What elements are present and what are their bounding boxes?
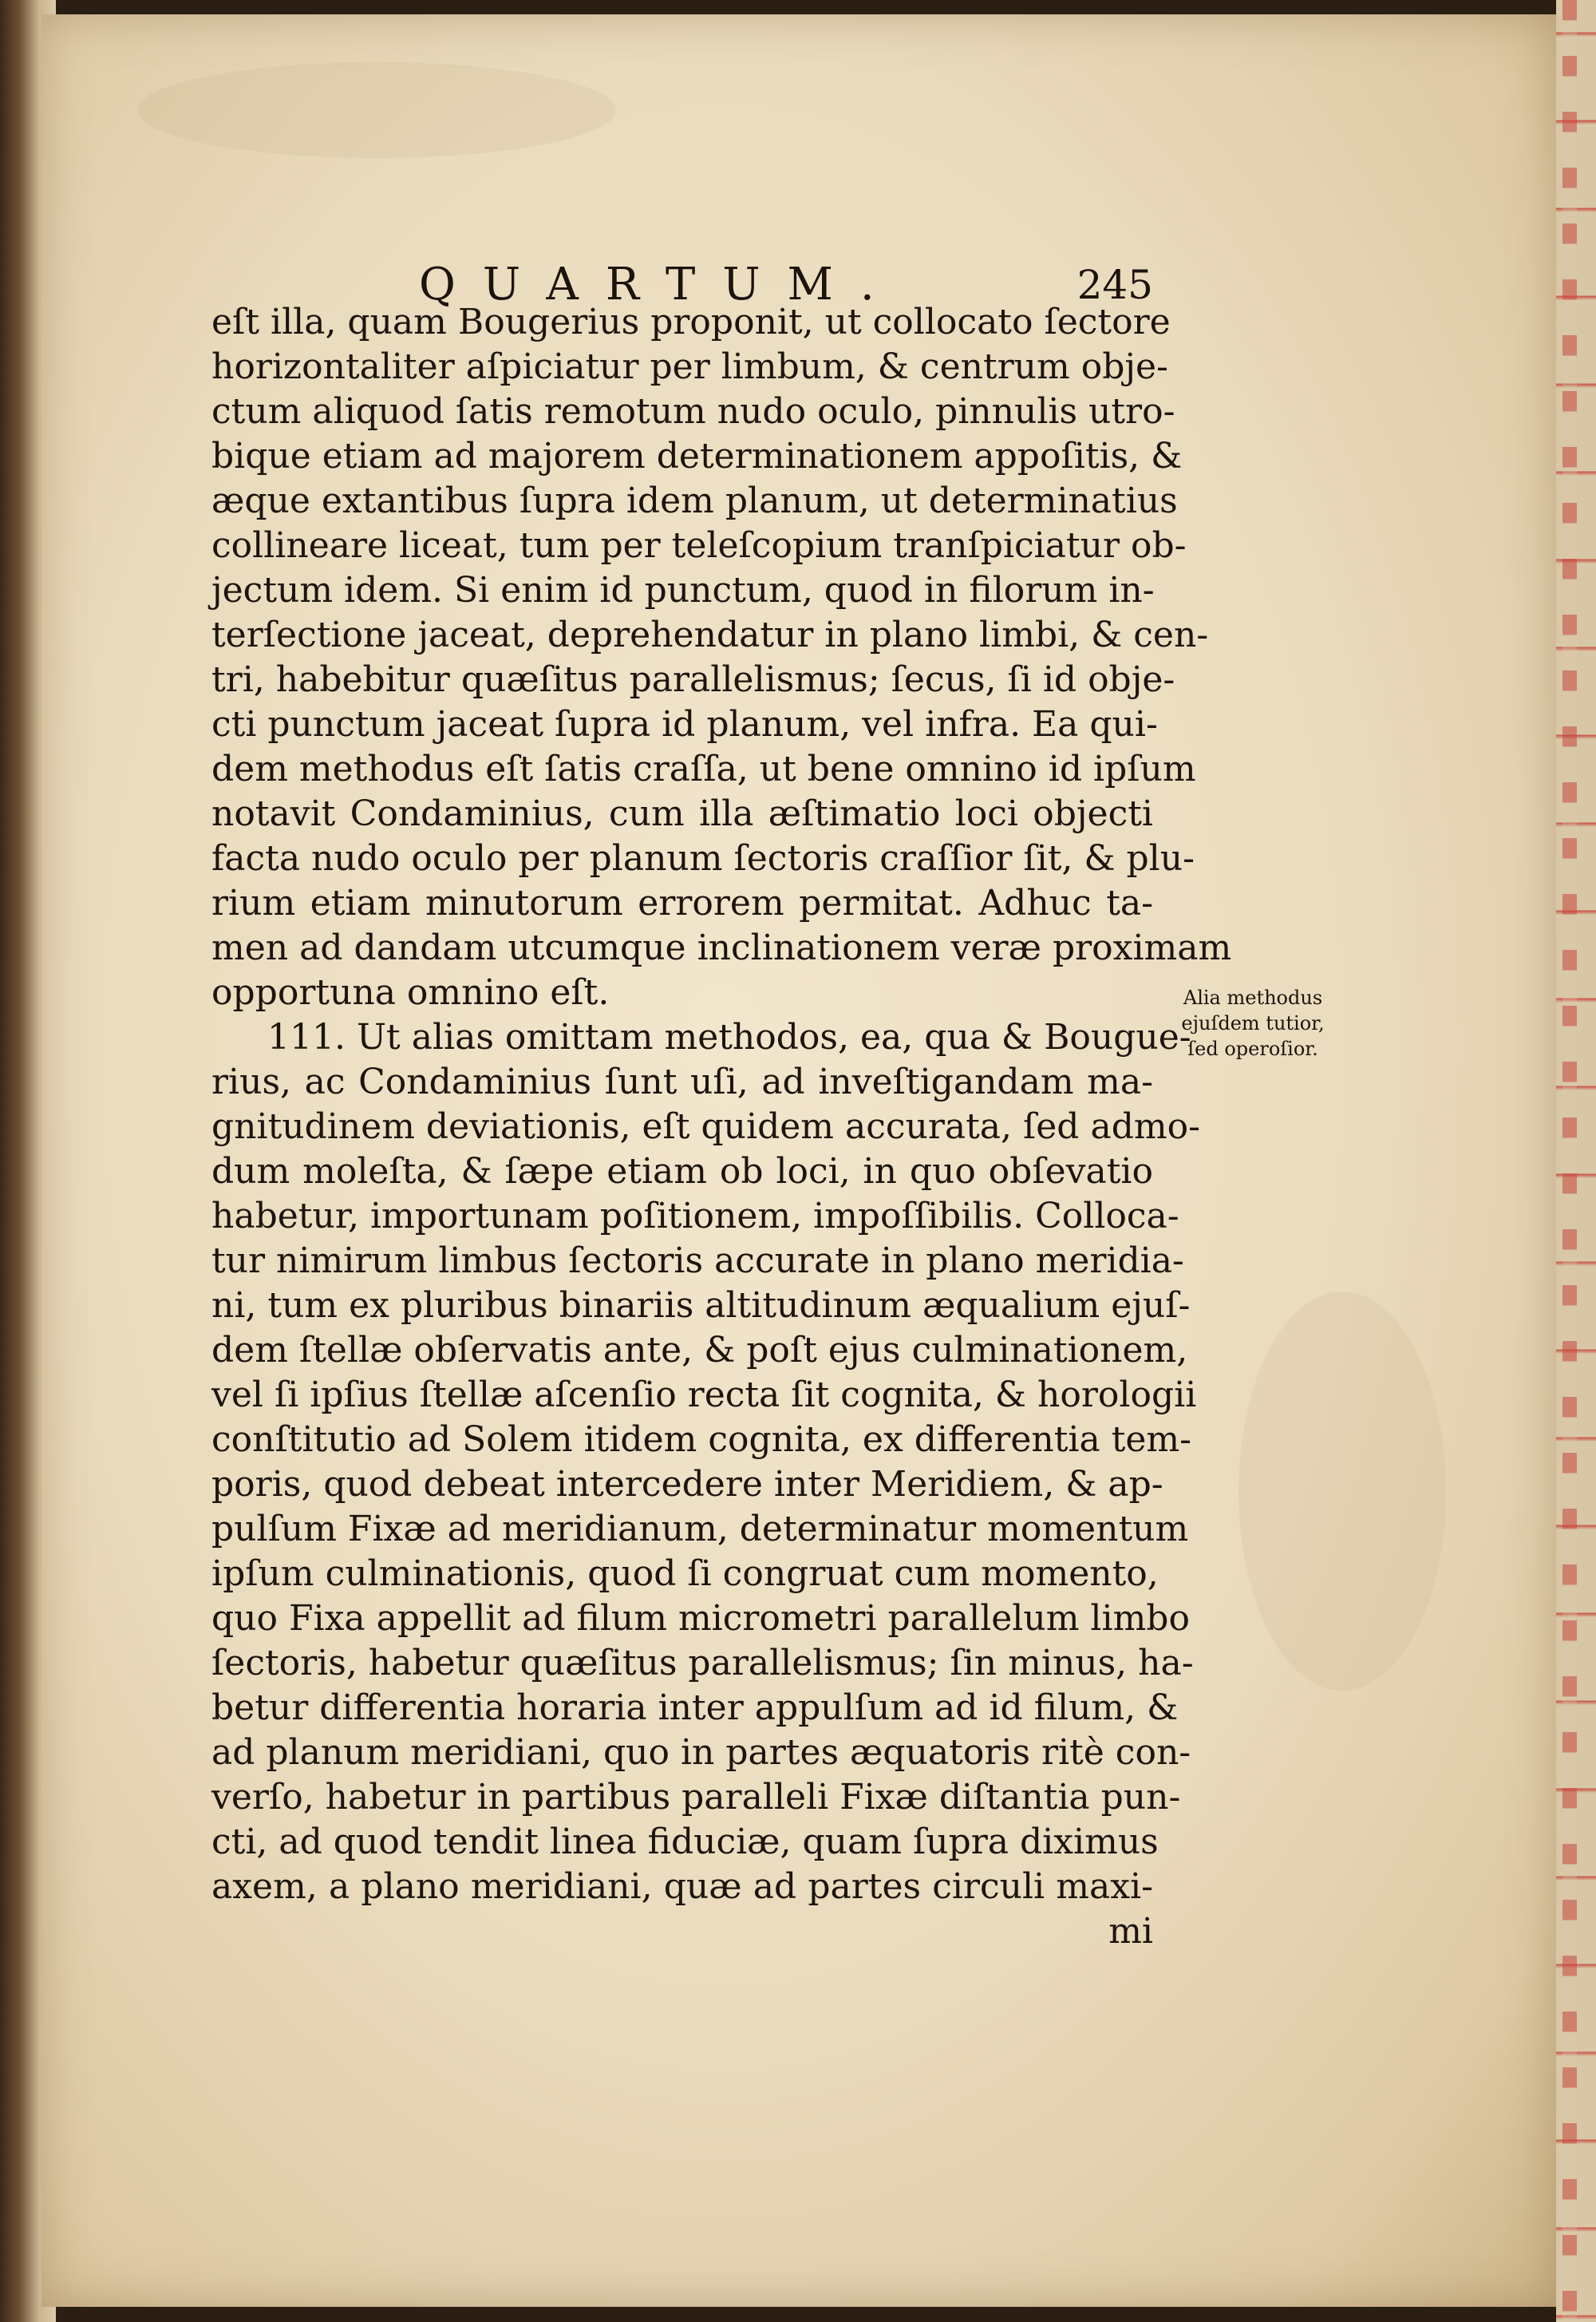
text-line: habetur, importunam poſitionem, impoſſibilis. Colloca- — [211, 1196, 1179, 1236]
text-line: terſectione jaceat, deprehendatur in plano limbi, & cen- — [211, 615, 1209, 655]
page-edge-red — [1556, 0, 1596, 2322]
text-line: ad planum meridiani, quo in partes æquatoris ritè con- — [211, 1732, 1191, 1773]
text-line: notavit Condaminius, cum illa æſtimatio loci objecti — [211, 793, 1153, 834]
text-line: eſt illa, quam Bougerius proponit, ut collocato ſectore — [211, 302, 1171, 342]
text-line: poris, quod debeat intercedere inter Meridiem, & ap- — [211, 1464, 1163, 1505]
text-line: dum moleſta, & ſæpe etiam ob loci, in quo obſevatio — [211, 1151, 1153, 1192]
text-line: dem ſtellæ obſervatis ante, & poſt ejus culminationem, — [211, 1330, 1188, 1371]
red-edge-stripe — [1562, 0, 1577, 2322]
text-line: horizontaliter aſpiciatur per limbum, & centrum obje- — [211, 346, 1168, 387]
margin-note-line: ſed operoſior. — [1187, 1038, 1318, 1060]
text-line: ipſum culminationis, quod ſi congruat cum momento, — [211, 1553, 1159, 1594]
text-line: bique etiam ad majorem determinationem appoſitis, & — [211, 436, 1183, 477]
text-line: dem methodus eſt ſatis craſſa, ut bene omnino id ipſum — [211, 749, 1196, 789]
text-line: jectum idem. Si enim id punctum, quod in filorum in- — [211, 570, 1155, 611]
text-line: cti punctum jaceat ſupra id planum, vel infra. Ea qui- — [211, 704, 1158, 745]
text-line: ctum aliquod ſatis remotum nudo oculo, pinnulis utro- — [211, 391, 1175, 432]
paragraph-start-line: 111. Ut alias omittam methodos, ea, qua & Bougue- — [267, 1017, 1191, 1058]
paper-stain — [1238, 1292, 1446, 1691]
text-line: verſo, habetur in partibus paralleli Fixæ diſtantia pun- — [211, 1777, 1181, 1818]
page-number: 245 — [1077, 262, 1153, 308]
margin-note — [1169, 985, 1337, 1062]
text-line: collineare liceat, tum per teleſcopium tranſpiciatur ob- — [211, 525, 1187, 566]
text-line: ſectoris, habetur quæſitus parallelismus; ſin minus, ha- — [211, 1643, 1194, 1683]
margin-note-line: Alia methodus — [1183, 987, 1323, 1009]
running-title: QUARTUM. — [419, 259, 902, 311]
text-line: pulſum Fixæ ad meridianum, determinatur momentum — [211, 1509, 1189, 1549]
text-line: quo Fixa appellit ad filum micrometri parallelum limbo — [211, 1598, 1190, 1639]
body-text — [211, 300, 1232, 1954]
text-line: men ad dandam utcumque inclinationem veræ proximam — [211, 928, 1232, 968]
text-line: rium etiam minutorum errorem permitat. Adhuc ta- — [211, 883, 1153, 924]
text-line: ni, tum ex pluribus binariis altitudinum æqualium ejuſ- — [211, 1285, 1191, 1326]
text-line: æque extantibus ſupra idem planum, ut determinatius — [211, 481, 1178, 521]
catchword-line: mi — [1108, 1911, 1153, 1952]
text-line: betur differentia horaria inter appulſum ad id filum, & — [211, 1687, 1179, 1728]
text-line: vel ſi ipſius ſtellæ aſcenſio recta ſit cognita, & horologii — [211, 1375, 1197, 1415]
text-line: rius, ac Condaminius ſunt uſi, ad inveſtigandam ma- — [211, 1062, 1153, 1102]
paper-stain — [137, 62, 616, 158]
text-line: facta nudo oculo per planum ſectoris craſſior ſit, & plu- — [211, 838, 1195, 879]
text-line: conſtitutio ad Solem itidem cognita, ex differentia tem- — [211, 1419, 1192, 1460]
text-line: tri, habebitur quæſitus parallelismus; ſecus, ſi id obje- — [211, 659, 1175, 700]
text-line: tur nimirum limbus ſectoris accurate in plano meridia- — [211, 1240, 1184, 1281]
text-line: cti, ad quod tendit linea fiduciæ, quam ſupra diximus — [211, 1822, 1159, 1862]
text-line: gnitudinem deviationis, eſt quidem accurata, ſed admo- — [211, 1106, 1200, 1147]
margin-note-line: ejuſdem tutior, — [1181, 1012, 1325, 1034]
text-line: axem, a plano meridiani, quæ ad partes circuli maxi- — [211, 1866, 1153, 1907]
paragraph-end-line: opportuna omnino eſt. — [211, 972, 610, 1013]
